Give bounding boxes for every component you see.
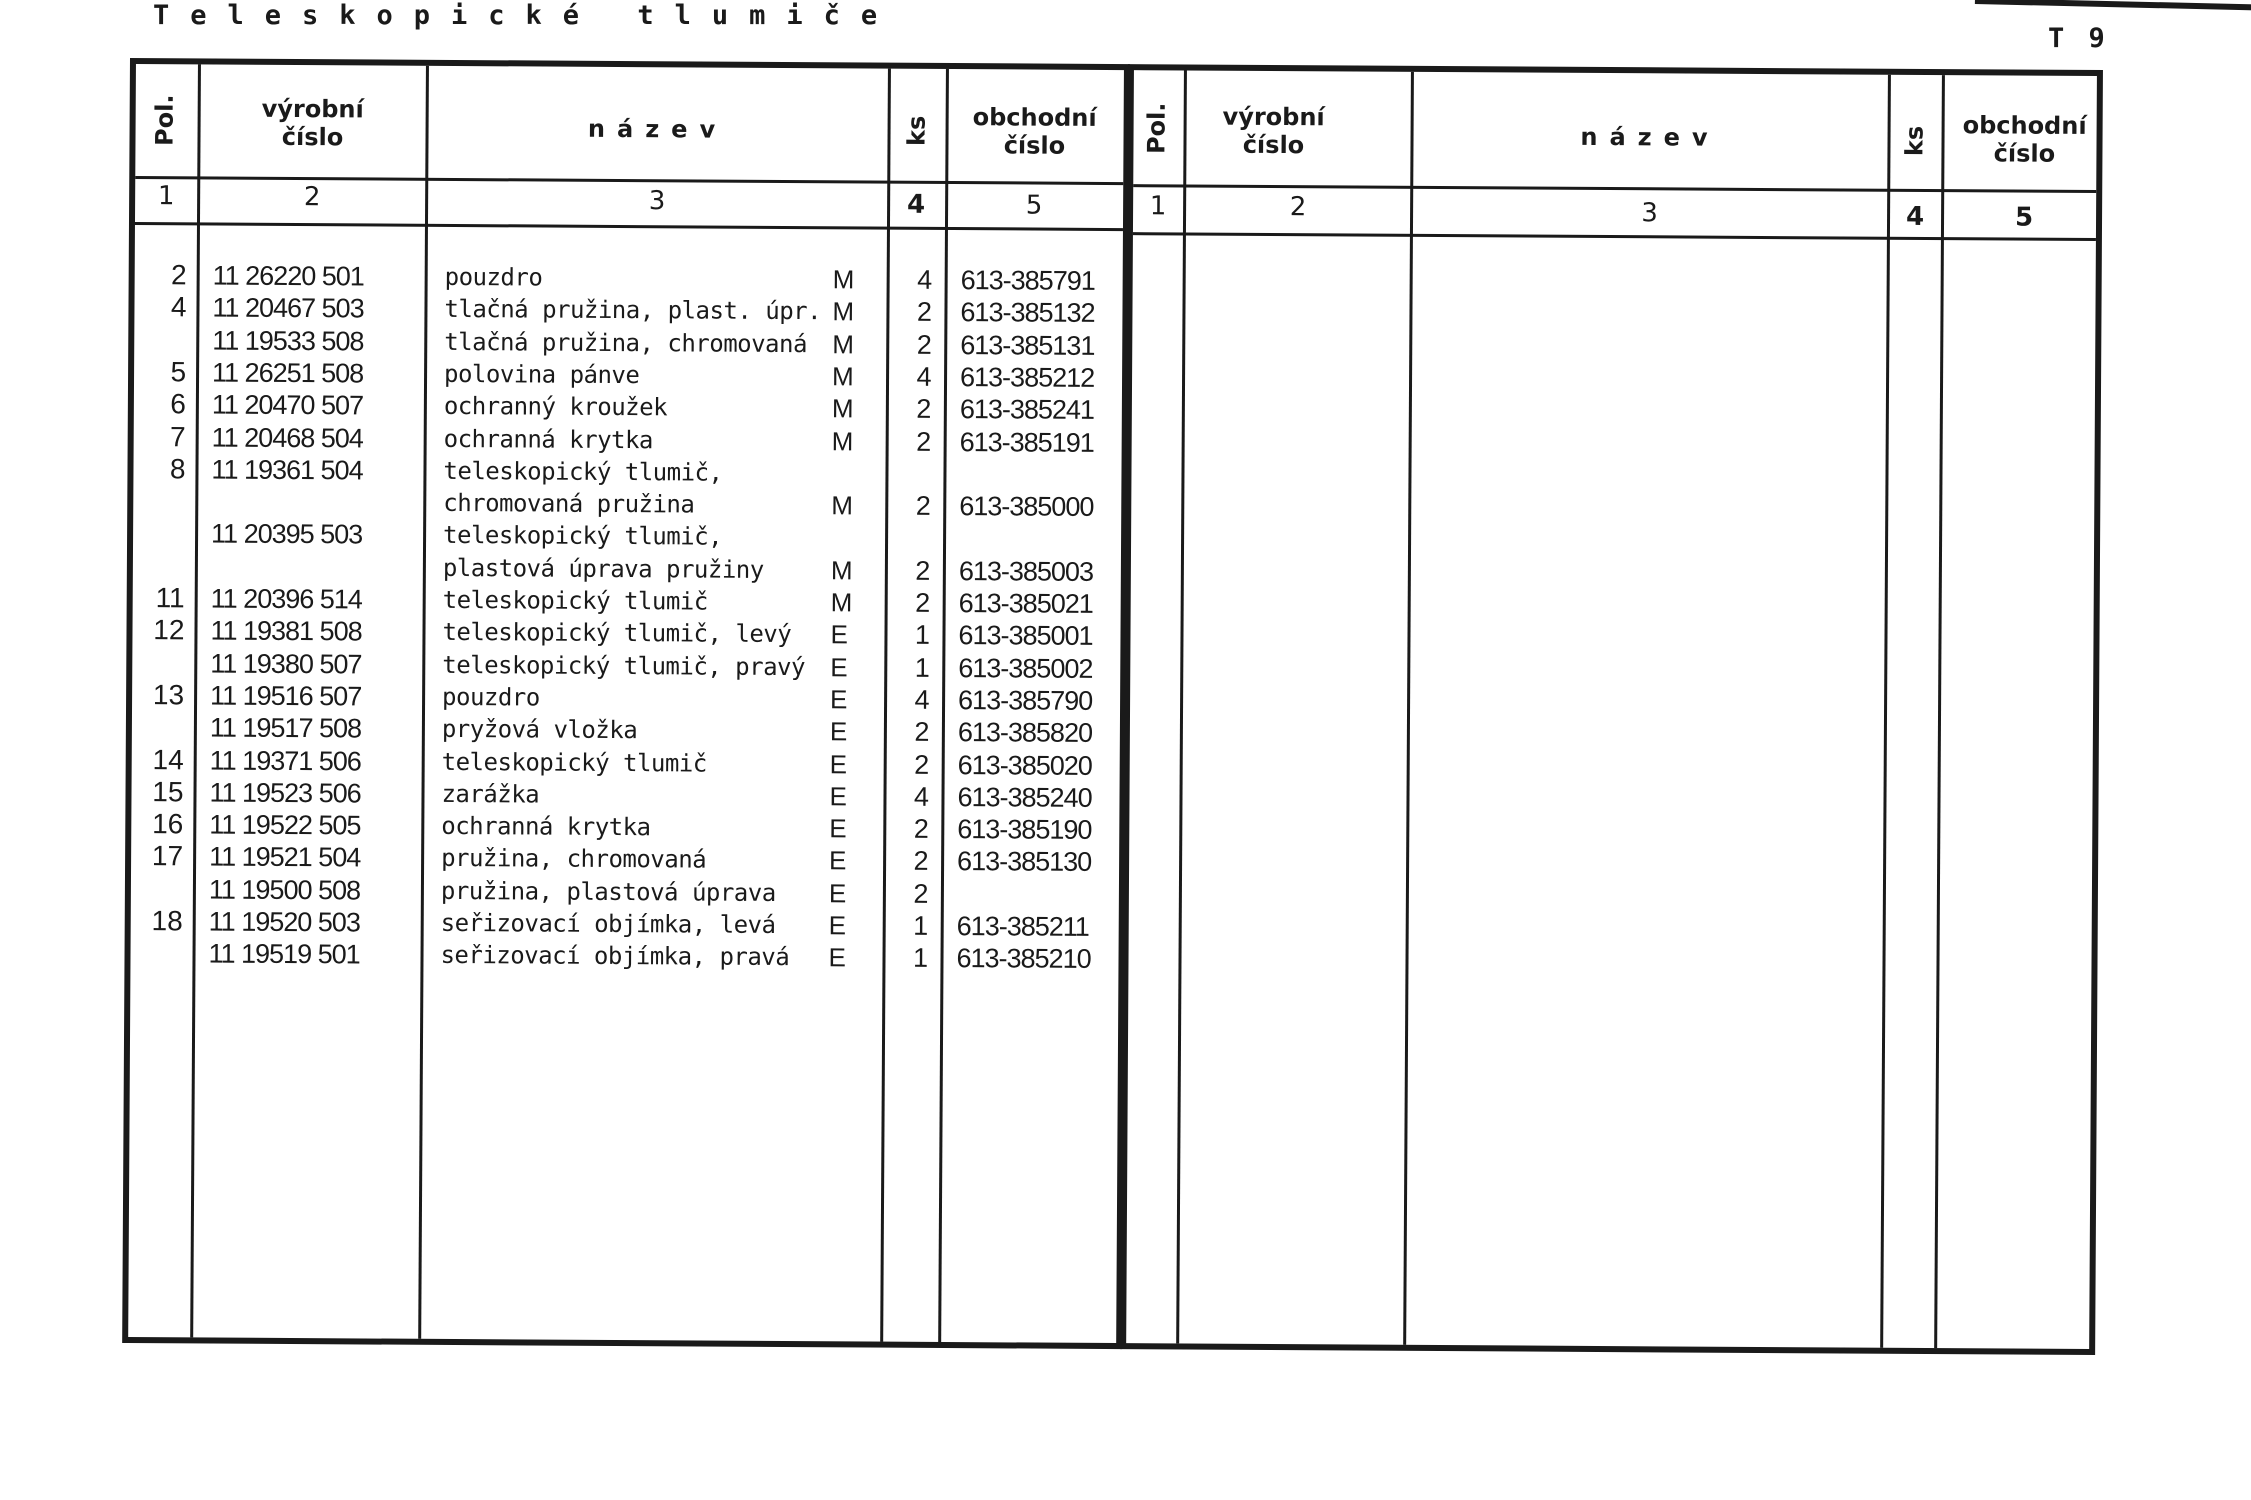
row-typ: E xyxy=(830,651,848,682)
column-number: 3 xyxy=(648,186,666,217)
row-obchodni-cislo: 613-385132 xyxy=(960,297,1095,329)
header-obchodni: obchodní číslo xyxy=(972,103,1097,160)
header-pol: Pol. xyxy=(150,94,179,147)
row-nazev: tlačná pružina, plast. úpr. xyxy=(444,295,822,326)
row-obchodni-cislo: 613-385190 xyxy=(957,814,1092,845)
column-divider xyxy=(1934,75,1945,1348)
row-pol: 11 xyxy=(155,582,185,614)
row-vyrobni-cislo: 11 19521 504 xyxy=(209,841,361,873)
row-typ: E xyxy=(829,845,847,876)
row-obchodni-cislo: 613-385191 xyxy=(959,426,1094,458)
column-number: 2 xyxy=(1289,192,1307,223)
row-ks: 2 xyxy=(913,846,929,877)
row-obchodni-cislo: 613-385211 xyxy=(956,911,1089,942)
row-obchodni-cislo: 613-385212 xyxy=(959,361,1095,393)
parts-table xyxy=(122,58,2110,1355)
row-vyrobni-cislo: 11 19381 508 xyxy=(210,615,362,647)
column-number: 1 xyxy=(157,181,175,212)
row-ks: 2 xyxy=(914,749,930,780)
column-divider xyxy=(1176,70,1187,1343)
row-typ: E xyxy=(830,619,848,650)
row-obchodni-cislo: 613-385020 xyxy=(957,749,1092,781)
row-vyrobni-cislo: 11 19520 503 xyxy=(208,906,360,938)
row-pol: 6 xyxy=(170,388,186,420)
header-nazev: název xyxy=(1580,122,1720,152)
row-nazev: seřizovací objímka, pravá xyxy=(440,941,790,972)
row-ks: 2 xyxy=(916,393,932,425)
row-typ: E xyxy=(829,748,848,779)
row-ks: 2 xyxy=(913,878,929,909)
row-nazev: teleskopický tlumič, xyxy=(443,521,723,552)
row-typ: E xyxy=(829,781,847,812)
header-obchodni: obchodní číslo xyxy=(1962,111,2087,168)
row-ks: 2 xyxy=(915,587,931,618)
column-number: 4 xyxy=(906,189,926,220)
row-vyrobni-cislo: 11 19519 501 xyxy=(208,938,360,970)
row-vyrobni-cislo: 11 20470 507 xyxy=(211,389,364,421)
row-nazev: pouzdro xyxy=(442,682,540,712)
row-ks: 2 xyxy=(916,329,932,360)
row-vyrobni-cislo: 11 19517 508 xyxy=(209,712,362,744)
row-obchodni-cislo: 613-385002 xyxy=(958,652,1093,684)
row-ks: 2 xyxy=(913,813,929,844)
row-obchodni-cislo: 613-385210 xyxy=(956,943,1091,975)
row-obchodni-cislo: 613-385021 xyxy=(958,588,1093,619)
row-obchodni-cislo: 613-385820 xyxy=(957,717,1093,749)
row-vyrobni-cislo: 11 19500 508 xyxy=(208,874,361,906)
row-nazev: pouzdro xyxy=(444,262,543,292)
row-pol: 5 xyxy=(170,356,187,388)
row-nazev: chromovaná pružina xyxy=(443,489,695,519)
row-vyrobni-cislo: 11 20395 503 xyxy=(211,518,363,550)
header-vyrobni: výrobní číslo xyxy=(1222,102,1325,160)
row-nazev: teleskopický tlumič, xyxy=(443,456,723,487)
row-vyrobni-cislo: 11 19361 504 xyxy=(211,454,363,486)
row-vyrobni-cislo: 11 26220 501 xyxy=(212,260,364,292)
row-ks: 2 xyxy=(914,716,930,748)
row-vyrobni-cislo: 11 19371 506 xyxy=(209,745,361,776)
row-typ: M xyxy=(830,554,853,586)
row-pol: 4 xyxy=(170,291,187,323)
column-number-divider xyxy=(135,222,1123,231)
row-ks: 1 xyxy=(914,652,930,683)
row-nazev: tlačná pružina, chromovaná xyxy=(444,327,808,358)
row-vyrobni-cislo: 11 19380 507 xyxy=(210,648,362,680)
column-number: 5 xyxy=(2014,202,2034,233)
row-ks: 1 xyxy=(914,620,931,651)
row-vyrobni-cislo xyxy=(211,486,411,487)
row-pol: 2 xyxy=(171,259,187,291)
row-nazev: pružina, chromovaná xyxy=(441,844,707,874)
row-obchodni-cislo: 613-385130 xyxy=(957,846,1092,878)
table-left-half xyxy=(122,58,1130,1349)
row-ks: 2 xyxy=(916,426,932,457)
row-ks: 2 xyxy=(915,555,931,586)
row-obchodni-cislo xyxy=(957,878,1127,879)
column-number-divider xyxy=(1133,232,2096,241)
row-typ: E xyxy=(830,684,848,715)
row-ks: 2 xyxy=(915,490,931,521)
row-obchodni-cislo: 613-385000 xyxy=(959,491,1094,522)
row-vyrobni-cislo: 11 19516 507 xyxy=(210,680,362,712)
row-pol: 7 xyxy=(170,420,186,452)
row-typ: E xyxy=(829,716,848,747)
row-typ: E xyxy=(828,942,846,973)
row-typ: M xyxy=(832,264,855,295)
row-ks: 4 xyxy=(914,684,930,715)
page-title: Teleskopické tlumiče xyxy=(153,0,899,31)
row-pol: 16 xyxy=(152,808,184,840)
row-ks: 4 xyxy=(913,781,930,812)
row-typ: E xyxy=(828,910,847,941)
row-obchodni-cislo xyxy=(959,522,1129,523)
row-typ: E xyxy=(828,877,847,909)
row-pol: 8 xyxy=(169,453,186,485)
column-number: 5 xyxy=(1025,190,1043,221)
row-nazev: teleskopický tlumič xyxy=(441,747,707,778)
row-obchodni-cislo: 613-385003 xyxy=(958,555,1094,587)
row-pol: 18 xyxy=(151,905,183,937)
row-typ: M xyxy=(831,361,854,392)
row-obchodni-cislo: 613-385131 xyxy=(960,329,1095,361)
header-ks: ks xyxy=(1900,125,1929,157)
row-pol: 12 xyxy=(153,614,185,646)
row-vyrobni-cislo xyxy=(211,550,411,551)
row-typ: M xyxy=(831,490,854,521)
row-typ: M xyxy=(831,425,854,456)
header-nazev: název xyxy=(587,114,728,144)
row-nazev: zarážka xyxy=(441,779,540,809)
row-nazev: teleskopický tlumič xyxy=(442,585,708,616)
row-nazev: seřizovací objímka, levá xyxy=(440,908,776,939)
corner-scan-mark xyxy=(1975,0,2251,22)
row-nazev: ochranná krytka xyxy=(441,812,651,842)
row-obchodni-cislo: 613-385240 xyxy=(957,781,1092,813)
row-pol: 13 xyxy=(152,679,185,711)
row-obchodni-cislo: 613-385241 xyxy=(959,394,1095,426)
row-ks: 1 xyxy=(913,910,929,941)
row-nazev: ochranný kroužek xyxy=(443,392,668,422)
row-nazev: plastová úprava pružiny xyxy=(442,553,764,584)
row-typ: E xyxy=(829,813,847,844)
row-nazev: ochranná krytka xyxy=(443,424,654,454)
row-obchodni-cislo: 613-385790 xyxy=(958,684,1093,716)
column-number: 2 xyxy=(303,182,321,213)
row-nazev: pružina, plastová úprava xyxy=(440,876,776,907)
row-typ: M xyxy=(831,393,854,424)
row-vyrobni-cislo: 11 19533 508 xyxy=(212,325,364,357)
row-nazev: teleskopický tlumič, levý xyxy=(442,618,792,649)
row-ks: 4 xyxy=(916,361,932,392)
row-nazev: pryžová vložka xyxy=(441,715,638,745)
row-vyrobni-cislo: 11 20396 514 xyxy=(210,583,362,615)
table-right-half xyxy=(1120,64,2103,1355)
column-number: 3 xyxy=(1641,198,1658,229)
row-ks: 2 xyxy=(916,297,933,328)
row-typ: M xyxy=(832,296,855,327)
row-typ: M xyxy=(830,587,853,618)
row-typ: M xyxy=(832,328,855,360)
row-vyrobni-cislo: 11 19523 506 xyxy=(209,777,361,809)
row-obchodni-cislo: 613-385001 xyxy=(958,620,1093,652)
row-obchodni-cislo: 613-385791 xyxy=(960,265,1095,296)
row-pol: 17 xyxy=(151,840,184,872)
column-divider xyxy=(1403,72,1414,1345)
header-ks: ks xyxy=(902,115,931,147)
row-nazev: polovina pánve xyxy=(443,359,640,390)
column-number: 1 xyxy=(1149,191,1167,222)
row-obchodni-cislo xyxy=(960,458,1130,459)
row-nazev: teleskopický tlumič, pravý xyxy=(442,650,806,681)
row-pol: 14 xyxy=(152,743,184,775)
row-vyrobni-cislo: 11 20468 504 xyxy=(211,422,363,453)
row-vyrobni-cislo: 11 20467 503 xyxy=(212,292,364,324)
column-divider xyxy=(1880,75,1891,1348)
row-pol: 15 xyxy=(152,775,184,808)
row-vyrobni-cislo: 11 26251 508 xyxy=(211,357,364,389)
table-row xyxy=(130,937,1130,975)
row-vyrobni-cislo: 11 19522 505 xyxy=(209,809,361,841)
header-pol: Pol. xyxy=(1142,102,1171,155)
table-body xyxy=(135,259,1135,975)
row-ks: 4 xyxy=(917,264,933,295)
header-vyrobni: výrobní číslo xyxy=(261,94,364,152)
row-ks: 1 xyxy=(912,943,929,974)
column-number: 4 xyxy=(1905,201,1925,232)
page-code: T 9 xyxy=(2048,23,2109,54)
